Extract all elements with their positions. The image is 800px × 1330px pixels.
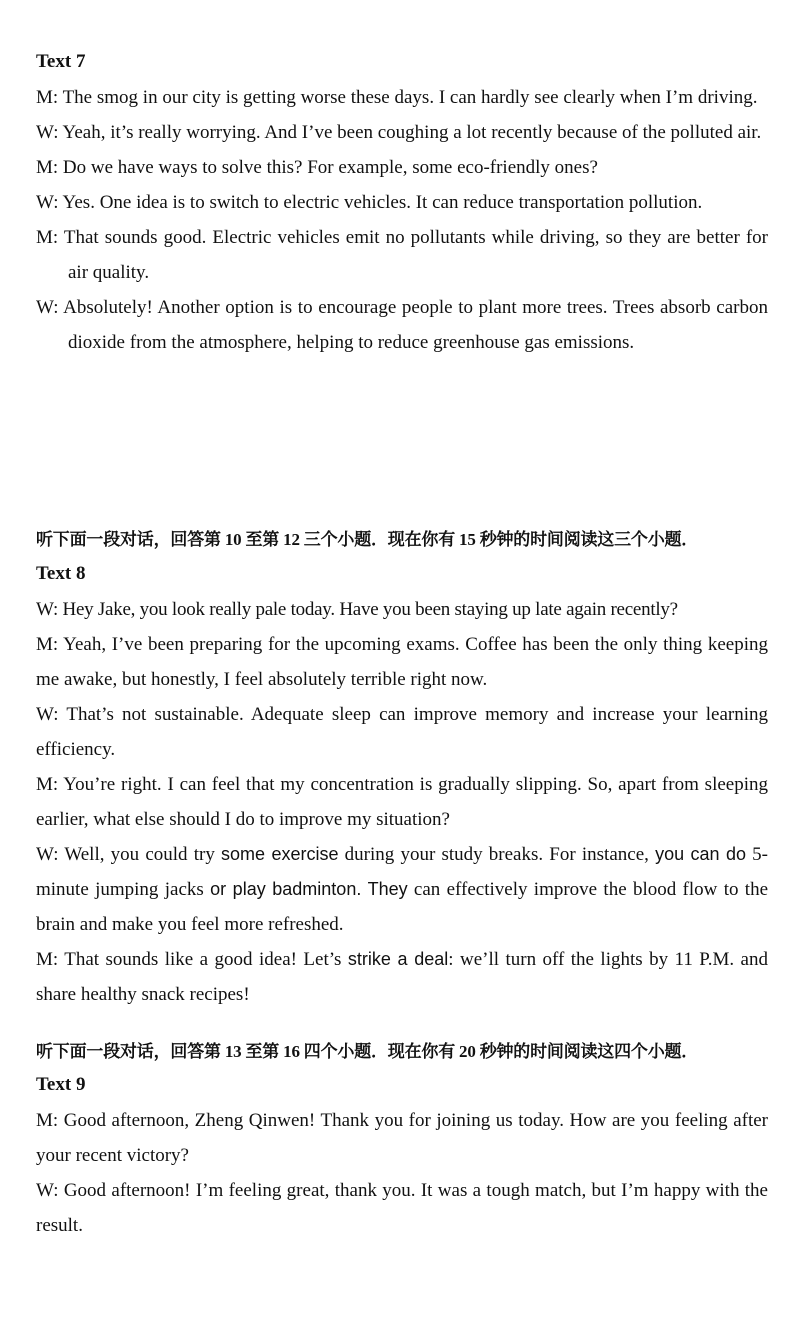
instruction-text9: 听下面一段对话，回答第 13 至第 16 四个小题．现在你有 20 秒钟的时间阅读这四个小题．: [36, 1042, 699, 1061]
line-segment: strike a deal: [347, 949, 449, 969]
line-segment: during your study breaks. For instance,: [338, 844, 656, 865]
text9-heading: Text 9: [36, 1074, 86, 1095]
dialogue-line: W: Hey Jake, you look really pale today. Have you been staying up late again recently?: [36, 599, 678, 620]
dialogue-line: [36, 942, 768, 1012]
line-segment: W: Well, you could try: [36, 844, 222, 865]
dialogue-line: W: Good afternoon! I’m feeling great, thank you. It was a tough match, but I’m happy with the result.: [36, 1180, 768, 1236]
dialogue-line: W: Yeah, it’s really worrying. And I’ve been coughing a lot recently because of the polluted air.: [36, 122, 762, 143]
dialogue-line: W: Absolutely! Another option is to encourage people to plant more trees. Trees absorb carbon dioxide from the atmosphere, helping to reduce greenhouse gas emissions.: [36, 297, 768, 353]
line-segment: can effectively improve the blood flow to the brain and make you feel more refreshed.: [36, 879, 769, 935]
dialogue-line: M: Yeah, I’ve been preparing for the upcoming exams. Coffee has been the only thing keeping me awake, but honestly, I feel absolutely terrible right now.: [36, 634, 768, 690]
text8-dialogue: [36, 592, 768, 1012]
dialogue-line: M: Good afternoon, Zheng Qinwen! Thank you for joining us today. How are you feeling after your recent victory?: [36, 1110, 768, 1166]
dialogue-line: M: The smog in our city is getting worse these days. I can hardly see clearly when I’m driving.: [36, 87, 758, 108]
instruction-text8: 听下面一段对话，回答第 10 至第 12 三个小题．现在你有 15 秒钟的时间阅读这三个小题．: [36, 530, 699, 549]
dialogue-line: M: That sounds good. Electric vehicles emit no pollutants while driving, so they are better for air quality.: [36, 227, 768, 283]
dialogue-line: W: That’s not sustainable. Adequate sleep can improve memory and increase your learning efficiency.: [36, 704, 768, 760]
dialogue-line: M: You’re right. I can feel that my concentration is gradually slipping. So, apart from sleeping earlier, what else should I do to improve my situation?: [36, 774, 768, 830]
line-segment: some exercise: [221, 844, 339, 864]
line-segment: you can do: [655, 844, 746, 864]
line-segment: or play badminton. They: [210, 879, 408, 899]
dialogue-line: M: Do we have ways to solve this? For example, some eco-friendly ones?: [36, 157, 598, 178]
text7-dialogue: [36, 80, 768, 360]
dialogue-line: [36, 837, 768, 942]
dialogue-line: W: Yes. One idea is to switch to electric vehicles. It can reduce transportation pollution.: [36, 192, 703, 213]
text8-heading: Text 8: [36, 563, 86, 584]
line-segment: : we’ll turn off the lights by 11 P.M. and share healthy snack recipes!: [36, 949, 768, 1005]
line-segment: M: That sounds like a good idea! Let’s: [36, 949, 348, 970]
text7-heading: Text 7: [36, 51, 86, 72]
text9-dialogue: [36, 1103, 768, 1243]
line-segment: 5-minute jumping jacks: [36, 844, 768, 900]
